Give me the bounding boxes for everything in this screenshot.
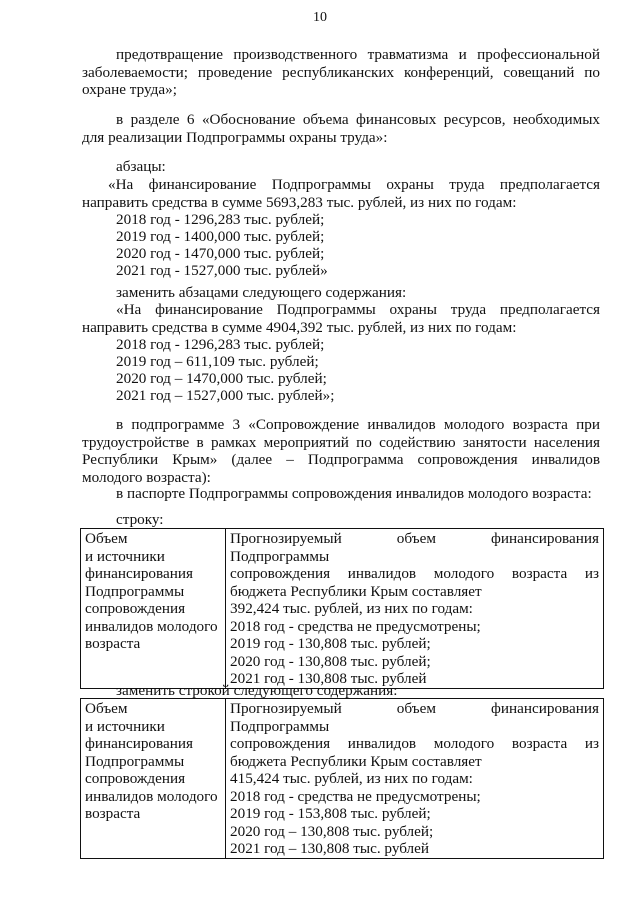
paragraph-subprogram-3: в подпрограмме 3 «Сопровождение инвалидов молодого возраста при трудоустройстве в рамках мероприятий по содействию занятости населения Республики Крым» (далее – Подпрограмма сопровождения инвалидов молодого возраста):	[82, 416, 600, 486]
old-year-2018: 2018 год - 1296,283 тыс. рублей;	[116, 211, 325, 228]
financing-year-2021: 2021 год – 130,808 тыс. рублей	[230, 840, 430, 857]
financing-value-cell	[226, 699, 604, 859]
financing-label-line: Подпрограммы	[85, 582, 185, 600]
financing-label-line: сопровождения	[85, 600, 186, 617]
financing-label-line: инвалидов молодого	[85, 617, 218, 635]
financing-label-line: и источники	[85, 717, 165, 735]
financing-label-line: сопровождения	[85, 770, 186, 787]
financing-total-line: 415,424 тыс. рублей, из них по годам:	[230, 770, 473, 787]
financing-year-2021: 2021 год - 130,808 тыс. рублей	[230, 670, 427, 687]
financing-label-line: и источники	[85, 547, 165, 565]
financing-value-cell	[226, 529, 604, 689]
paragraph-passport: в паспорте Подпрограммы сопровождения инвалидов молодого возраста:	[116, 485, 592, 502]
label-row: строку:	[116, 511, 164, 528]
old-year-2020: 2020 год - 1470,000 тыс. рублей;	[116, 245, 325, 262]
new-year-2018: 2018 год - 1296,283 тыс. рублей;	[116, 336, 325, 353]
financing-label-line: возраста	[85, 635, 141, 652]
financing-year-2020: 2020 год - 130,808 тыс. рублей;	[230, 652, 431, 670]
label-replace-paragraphs: заменить абзацами следующего содержания:	[116, 284, 407, 301]
new-year-2019: 2019 год – 611,109 тыс. рублей;	[116, 353, 319, 370]
financing-label-line: Объем	[85, 530, 128, 547]
financing-year-2019: 2019 год - 153,808 тыс. рублей;	[230, 805, 431, 822]
financing-label-line: финансирования	[85, 565, 193, 582]
financing-label-line: инвалидов молодого	[85, 787, 218, 805]
old-quote-lead: «На финансирование Подпрограммы охраны труда предполагается направить средства в сумме 5693,283 тыс. рублей, из них по годам:	[82, 176, 600, 211]
financing-year-2018: 2018 год - средства не предусмотрены;	[230, 617, 481, 635]
financing-table-new	[80, 698, 604, 859]
old-year-2021: 2021 год - 1527,000 тыс. рублей»	[116, 262, 328, 279]
financing-label-cell	[81, 699, 226, 859]
label-abzacy: абзацы:	[116, 158, 166, 175]
financing-table-old	[80, 528, 604, 689]
paragraph-continuation: предотвращение производственного травматизма и профессиональной заболеваемости; проведение республиканских конференций, совещаний по охране труда»;	[82, 46, 600, 98]
financing-label-line: Подпрограммы	[85, 752, 185, 770]
financing-label-line: финансирования	[85, 735, 193, 752]
financing-label-cell	[81, 529, 226, 689]
financing-value-line: бюджета Республики Крым составляет	[230, 582, 482, 600]
financing-value-line: Прогнозируемый объем финансирования Подпрограммы	[230, 700, 599, 735]
financing-value-line: бюджета Республики Крым составляет	[230, 752, 482, 770]
financing-year-2019: 2019 год - 130,808 тыс. рублей;	[230, 635, 431, 652]
paragraph-section-6: в разделе 6 «Обоснование объема финансовых ресурсов, необходимых для реализации Подпрограммы охраны труда»:	[82, 111, 600, 146]
financing-year-2018: 2018 год - средства не предусмотрены;	[230, 787, 481, 805]
financing-total-line: 392,424 тыс. рублей, из них по годам:	[230, 600, 473, 617]
financing-value-line: сопровождения инвалидов молодого возраста из	[230, 565, 599, 582]
new-quote-lead: «На финансирование Подпрограммы охраны труда предполагается направить средства в сумме 4904,392 тыс. рублей, из них по годам:	[82, 301, 600, 336]
financing-label-line: Объем	[85, 700, 128, 717]
financing-value-line: Прогнозируемый объем финансирования Подпрограммы	[230, 530, 599, 565]
page-number: 10	[313, 10, 327, 25]
new-year-2020: 2020 год – 1470,000 тыс. рублей;	[116, 370, 327, 387]
new-year-2021: 2021 год – 1527,000 тыс. рублей»;	[116, 387, 335, 404]
label-replace-row: заменить строкой следующего содержания:	[116, 682, 398, 699]
financing-year-2020: 2020 год – 130,808 тыс. рублей;	[230, 822, 434, 840]
financing-label-line: возраста	[85, 805, 141, 822]
financing-value-line: сопровождения инвалидов молодого возраста из	[230, 735, 599, 752]
old-year-2019: 2019 год - 1400,000 тыс. рублей;	[116, 228, 325, 245]
